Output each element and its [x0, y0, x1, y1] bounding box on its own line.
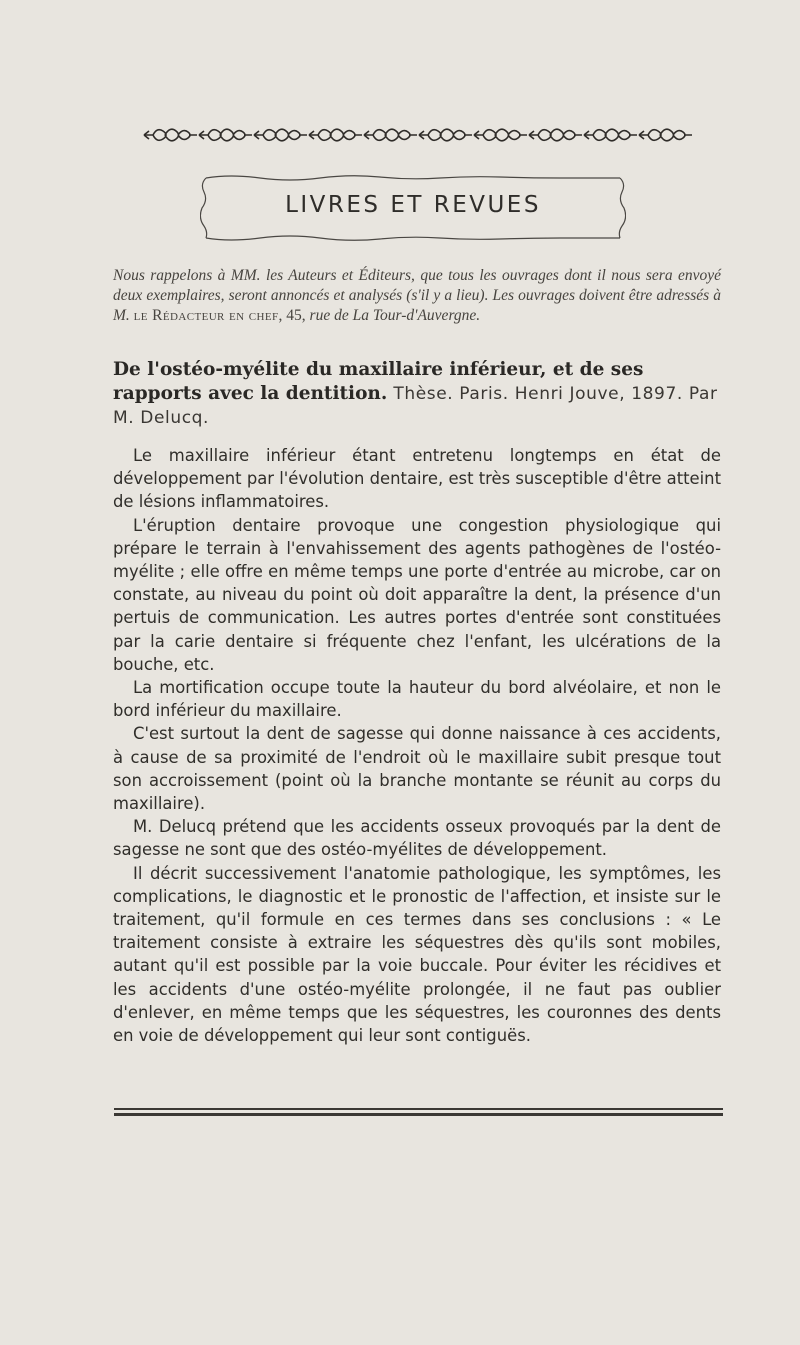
paragraph: La mortification occupe toute la hauteur du bord alvéolaire, et non le bord inférieur du maxillaire. [113, 678, 721, 721]
ornament-link [585, 129, 637, 141]
section-title: LIVRES ET REVUES [285, 192, 541, 218]
ornament-link [530, 129, 582, 141]
article-citation: Thèse. Paris. Henri Jouve, 1897. Par M. Delucq. [113, 383, 718, 428]
ornament-link [200, 129, 252, 141]
article-heading [113, 358, 725, 431]
ornament-link [365, 129, 417, 141]
notice-editor: le Rédacteur en chef [133, 307, 279, 324]
ornament-link [255, 129, 307, 141]
ornament-link [310, 129, 362, 141]
notice-text-3: rue de La Tour-d'Auvergne. [309, 307, 481, 324]
ornament-link [475, 129, 527, 141]
ornament-band-icon [143, 124, 693, 146]
paragraph: L'éruption dentaire provoque une congestion physiologique qui prépare le terrain à l'envahissement des agents pathogènes de l'ostéo-myélite ; elle offre en même temps une porte d'entrée au microbe, car on constate, au niveau du point où doit apparaître la dent, la présence d'un pertuis de communication. Les autres portes d'entrée sont constituées par la carie dentaire si fréquente chez l'enfant, les ulcérations de la bouche, etc. [113, 515, 721, 674]
paragraph: Il décrit successivement l'anatomie pathologique, les symptômes, les complications, le diagnostic et le pronostic de l'affection, et insiste sur le traitement, qu'il formule en ces termes dans ses conclusions : « Le traitement consiste à extraire les séquestres dès qu'ils sont mobiles, autant qu'il est possible par la voie buccale. Pour éviter les récidives et les accidents d'une ostéo-myélite prolongée, il ne faut pas oublier d'enlever, en même temps que les séquestres, les couronnes des dents en voie de développement qui leur sont contiguës. [113, 863, 721, 1046]
editorial-notice [113, 266, 721, 326]
section-title-box [200, 172, 626, 244]
article-body [113, 444, 721, 1047]
rule-line [114, 1113, 723, 1116]
paragraph: M. Delucq prétend que les accidents osseux provoqués par la dent de sagesse ne sont que des ostéo-myélites de développement. [113, 817, 721, 860]
article-title: De l'ostéo-myélite du maxillaire inférieur, et de ses rapports avec la dentition. [113, 359, 644, 404]
notice-text-1: Nous rappelons à MM. les Auteurs et Éditeurs, que tous les ouvrages dont il nous sera envoyé deux exemplaires, seront annoncés et analysés (s'il y a lieu). Les ouvrages doivent être adressés à M. [113, 267, 721, 324]
notice-text-2: , 45, [278, 307, 306, 324]
bottom-double-rule [114, 1108, 723, 1118]
ornament-link [640, 129, 692, 141]
paragraph: C'est surtout la dent de sagesse qui donne naissance à ces accidents, à cause de sa proximité de l'endroit où le maxillaire subit presque tout son accroissement (point où la branche montante se réunit au corps du maxillaire). [113, 724, 721, 814]
paragraph: Le maxillaire inférieur étant entretenu longtemps en état de développement par l'évolution dentaire, est très susceptible d'être atteint de lésions inflammatoires. [113, 446, 721, 512]
rule-line [114, 1108, 723, 1110]
ornament-link [145, 129, 197, 141]
ornament-link [420, 129, 472, 141]
